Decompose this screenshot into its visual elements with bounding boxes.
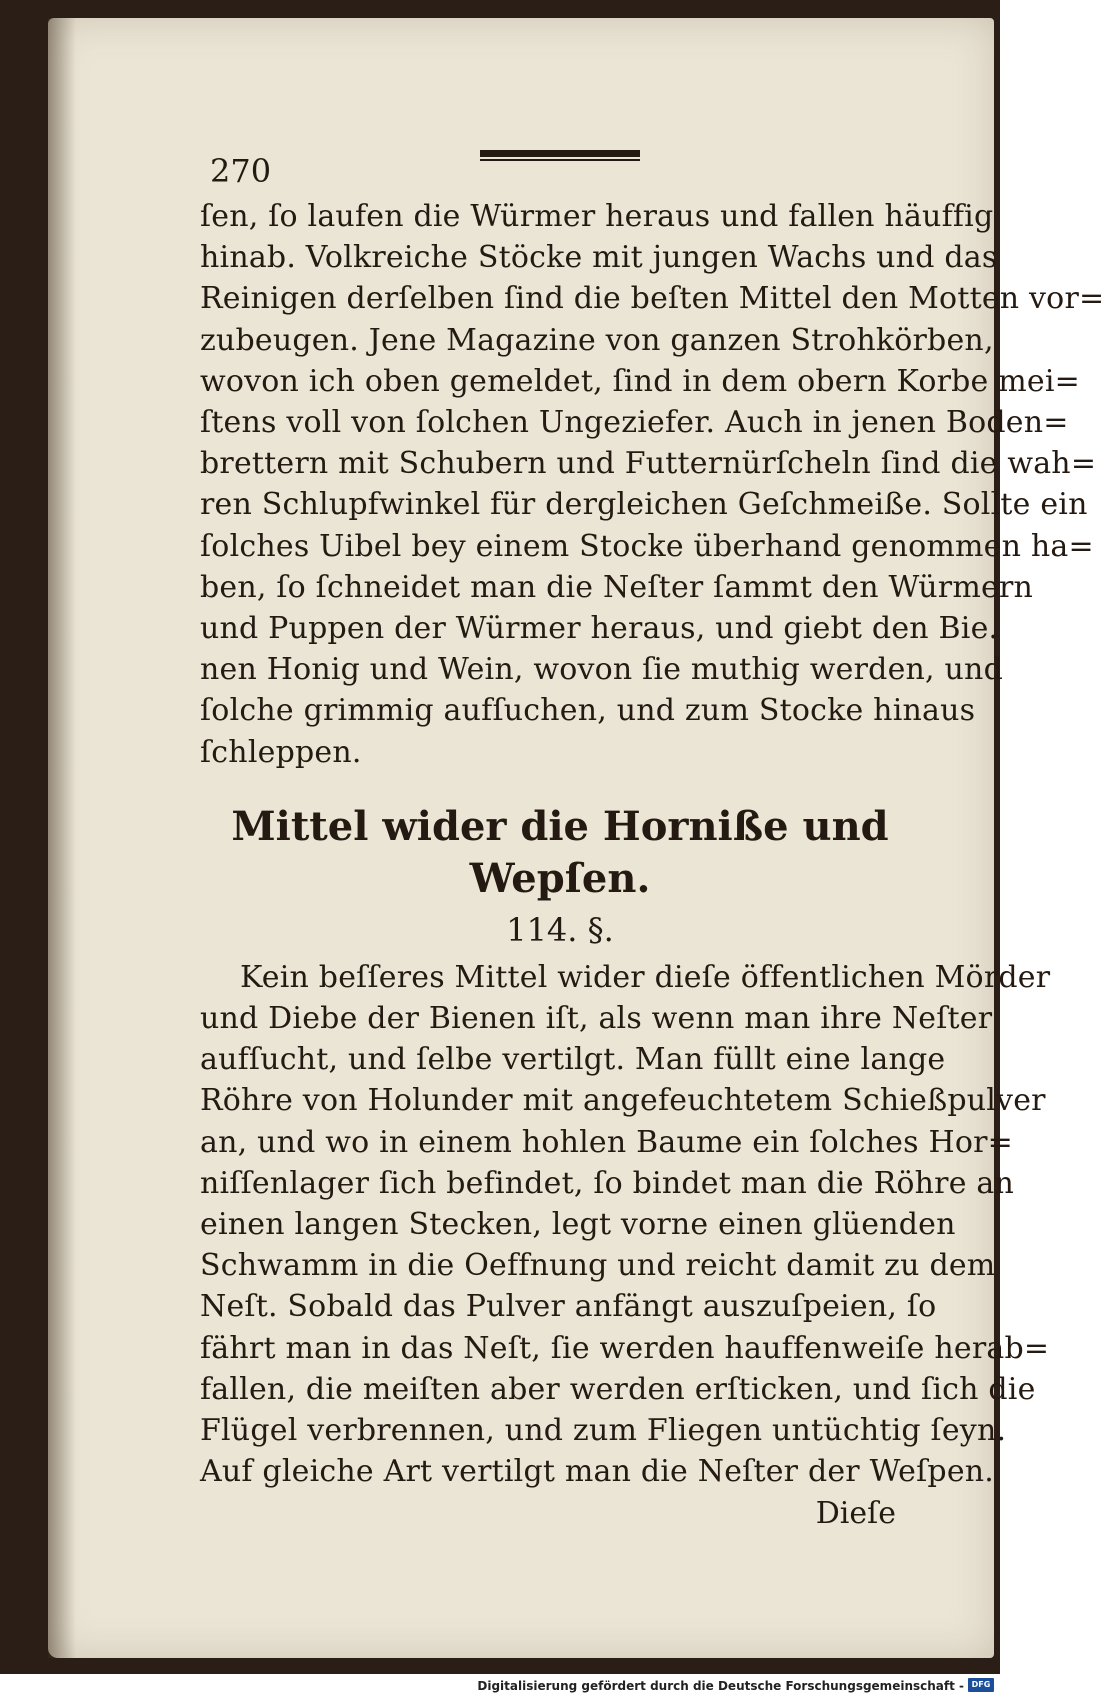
- section-heading-line: Mittel wider die Horniße und: [231, 802, 889, 850]
- text-line: ſchleppen.: [200, 734, 362, 770]
- catchword: Dieſe: [815, 1496, 896, 1532]
- text-line: und Puppen der Würmer heraus, und giebt den Bie.: [200, 611, 999, 647]
- text-line: brettern mit Schubern und Futternürſcheln ſind die wah=: [200, 446, 1097, 482]
- digitization-footer: [0, 1674, 1000, 1698]
- page-number: 270: [210, 152, 272, 190]
- header-rule: [480, 150, 640, 157]
- paragraph-section-114: [200, 957, 1051, 1493]
- text-line: wovon ich oben gemeldet, ſind in dem obern Korbe mei=: [200, 363, 1080, 399]
- text-line: nen Honig und Wein, wovon ſie muthig werden, und: [200, 652, 1003, 688]
- text-line: ſolche grimmig aufſuchen, und zum Stocke hinaus: [200, 693, 976, 729]
- section-heading-line: Wepſen.: [469, 854, 651, 902]
- text-line: zubeugen. Jene Magazine von ganzen Strohkörben,: [200, 322, 994, 358]
- text-line: und Diebe der Bienen iſt, als wenn man ihre Neſter: [200, 1001, 993, 1037]
- text-line: Röhre von Holunder mit angefeuchtetem Schießpulver: [200, 1083, 1046, 1119]
- text-line: ben, ſo ſchneidet man die Neſter ſammt den Würmern: [200, 569, 1034, 605]
- text-line: aufſucht, und ſelbe vertilgt. Man füllt eine lange: [200, 1042, 946, 1078]
- text-line: fallen, die meiſten aber werden erſticken, und ſich die: [200, 1371, 1036, 1407]
- section-number: 114. §.: [506, 910, 614, 949]
- text-line: Flügel verbrennen, und zum Fliegen untüchtig ſeyn.: [200, 1413, 1007, 1449]
- text-line: einen langen Stecken, legt vorne einen glüenden: [200, 1207, 956, 1243]
- section-heading: [200, 801, 920, 905]
- paragraph-continued: [200, 196, 1104, 773]
- text-line: fährt man in das Neſt, ſie werden hauffenweiſe herab=: [200, 1330, 1050, 1366]
- text-line: ſen, ſo laufen die Würmer heraus und fallen häuffig: [200, 199, 994, 234]
- text-line: ren Schlupfwinkel für dergleichen Geſchmeiße. Sollte ein: [200, 487, 1088, 523]
- text-line: ſolches Uibel bey einem Stocke überhand genommen ha=: [200, 528, 1094, 564]
- page-content: [200, 140, 1104, 1536]
- text-line: Kein beſſeres Mittel wider dieſe öffentlichen Mörder: [240, 959, 1051, 995]
- dfg-logo: DFG: [968, 1678, 994, 1692]
- text-line: an, und wo in einem hohlen Baume ein ſolches Hor=: [200, 1124, 1013, 1160]
- text-line: ſtens voll von ſolchen Ungeziefer. Auch in jenen Boden=: [200, 405, 1069, 441]
- text-line: Schwamm in die Oeffnung und reicht damit zu dem: [200, 1248, 996, 1284]
- text-line: niſſenlager ſich befindet, ſo bindet man die Röhre an: [200, 1165, 1014, 1201]
- footer-credit: Digitalisierung gefördert durch die Deutsche Forschungsgemeinschaft -: [477, 1679, 964, 1693]
- text-line: Neſt. Sobald das Pulver anfängt auszuſpeien, ſo: [200, 1289, 937, 1325]
- page-header: [200, 140, 920, 196]
- spine-shadow: [48, 18, 76, 1658]
- text-line: hinab. Volkreiche Stöcke mit jungen Wachs und das: [200, 240, 998, 276]
- text-line: Reinigen derſelben ſind die beſten Mittel den Motten vor=: [200, 281, 1104, 317]
- text-line: Auf gleiche Art vertilgt man die Neſter der Weſpen.: [200, 1454, 995, 1490]
